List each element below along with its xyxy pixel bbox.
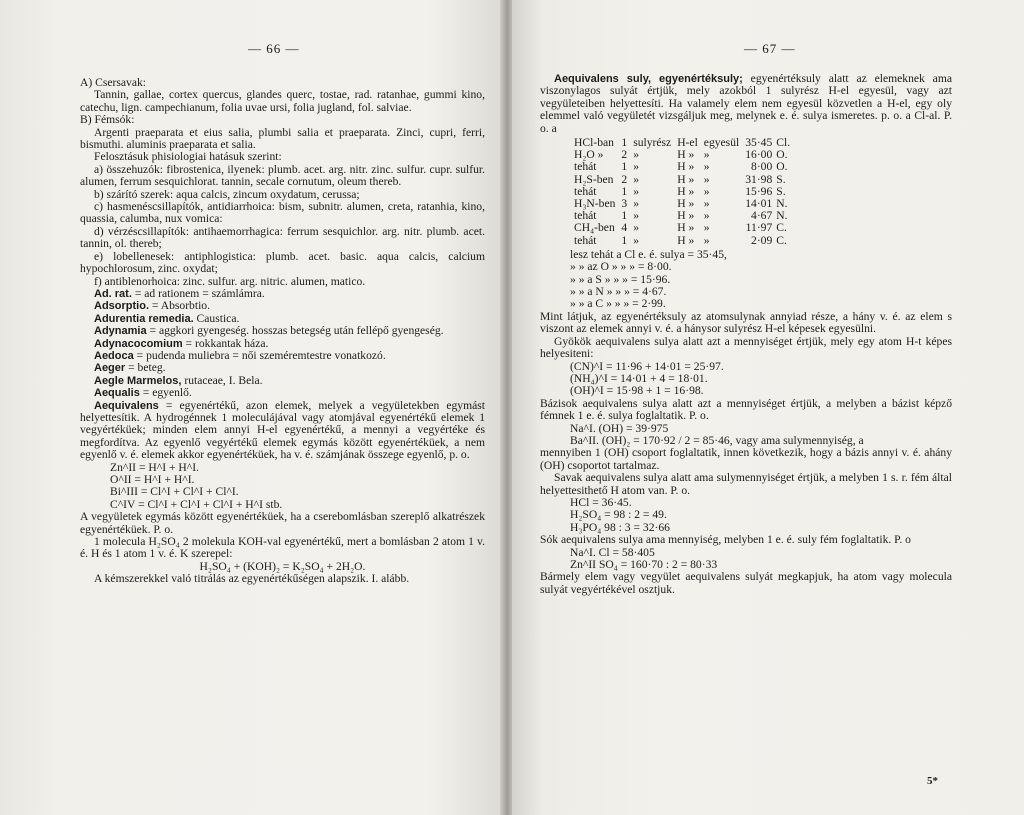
- table-cell: »: [633, 160, 639, 174]
- table-cell: 1: [621, 233, 628, 247]
- entry-separator: =: [128, 361, 135, 375]
- table-cell: C.: [776, 233, 787, 247]
- table-cell: H₂S-ben: [574, 172, 614, 186]
- formula-line: HCl = 36·45.: [570, 495, 632, 509]
- entry-text: rokkantak háza.: [195, 336, 269, 350]
- table-cell: »: [633, 184, 639, 198]
- table-cell: H »: [677, 197, 695, 211]
- table-cell: »: [703, 197, 710, 211]
- table-cell: O.: [776, 160, 788, 174]
- table-cell: H »: [677, 209, 695, 223]
- entry-text: Absorbtio.: [160, 299, 210, 313]
- table-cell: H »: [677, 172, 695, 186]
- entry-term: Aequalis: [94, 387, 140, 400]
- paragraph: A vegyületek egymás között egyenértéküek, ha a cserebomlásban szereplő alkatrészek egyenértéküek. P. o.: [80, 510, 485, 536]
- table-cell: N.: [776, 197, 788, 211]
- page-number-left: — 66 —: [248, 41, 300, 56]
- entry-term: Adynacocomium: [94, 337, 183, 350]
- list-item: f) antiblenorhoica: zinc. sulfur. arg. nitric. alumen, matico.: [94, 274, 366, 288]
- table-cell: »: [703, 148, 710, 162]
- formula-line: H₂SO₄ = 98 : 2 = 49.: [570, 508, 667, 522]
- table-cell: H-el: [677, 136, 698, 150]
- right-column: [540, 73, 952, 596]
- list-item: c) hasmenéscsillapítók, antidiarrhoica: bism, subnitr. alumen, creta, ratanhia, kino, quassia, calumba, nux vomica:: [80, 200, 485, 226]
- table-cell: 2·09: [751, 233, 773, 247]
- entry-separator: =: [142, 386, 150, 400]
- table-cell: tehát: [574, 160, 597, 174]
- entry-term: Aedoca: [94, 349, 134, 362]
- table-cell: 15·96: [745, 184, 773, 198]
- table-row: [574, 222, 796, 234]
- sulya-line: lesz tehát a Cl e. é. sulya = 35·45,: [570, 247, 727, 261]
- entry-separator: =: [165, 398, 173, 412]
- entry-text: Caustica.: [196, 311, 240, 325]
- table-cell: tehát: [574, 184, 597, 198]
- table-cell: 16·00: [745, 148, 773, 162]
- table-cell: 35·45: [745, 136, 773, 150]
- paragraph: Mint látjuk, az egyenértéksuly az atomsulynak annyiad része, a hány v. é. az elem s viszont az elemek annyi v. é. a hánysor sulyrész H-el képesek egyesülni.: [540, 309, 952, 336]
- entry-term: Aequivalens suly, egyenértéksuly;: [554, 73, 743, 85]
- formula-line: Zn^II SO₄ = 160·70 : 2 = 80·33: [570, 558, 718, 572]
- formula-line: (OH)^I = 15·98 + 1 = 16·98.: [570, 384, 704, 398]
- table-cell: »: [703, 233, 710, 247]
- left-column: [80, 77, 485, 586]
- table-row: [574, 235, 796, 247]
- entry-term: Aegle Marmelos,: [94, 374, 182, 387]
- entry-term: Ad. rat.: [94, 287, 132, 300]
- sulya-line: » » az O » » » = 8·00.: [570, 260, 672, 274]
- section-heading-b: B) Fémsók:: [80, 113, 135, 127]
- table-cell: S.: [776, 172, 786, 186]
- table-cell: H₃N-ben: [574, 197, 616, 211]
- entry-term: Adynamia: [94, 325, 147, 338]
- paragraph: Argenti praeparata et eius salia, plumbi salia et praeparata. Zinci, cupri, ferri, bismuthi. aluminis praeparata et salia.: [80, 125, 485, 152]
- entry-text: pudenda muliebra = női szeméremtestre vonatkozó.: [146, 348, 386, 362]
- dictionary-entry: [80, 325, 485, 337]
- equivalence-table: [574, 137, 796, 247]
- table-row: [574, 174, 796, 186]
- table-cell: CH₄-ben: [574, 221, 615, 235]
- table-cell: »: [703, 172, 710, 186]
- entry-term: Aequivalens: [94, 399, 159, 412]
- entry-text: ad rationem = számlámra.: [144, 286, 265, 300]
- table-cell: 2: [621, 148, 628, 162]
- table-cell: Cl.: [776, 136, 791, 150]
- table-cell: H »: [677, 160, 695, 174]
- dictionary-entry: [80, 288, 485, 300]
- table-cell: 1: [621, 160, 628, 174]
- table-cell: 14·01: [745, 197, 773, 211]
- sulya-line: » » a S » » » = 15·96.: [570, 272, 671, 286]
- entry-text: rutaceae, I. Bela.: [184, 373, 263, 387]
- table-cell: 11·97: [745, 221, 773, 235]
- formula-line: O^II = H^I + H^I.: [110, 473, 195, 486]
- table-cell: tehát: [574, 209, 597, 223]
- table-cell: »: [633, 148, 639, 162]
- table-cell: H »: [677, 184, 695, 198]
- dictionary-entry: [540, 73, 952, 135]
- table-cell: »: [633, 197, 639, 211]
- paragraph: mennyiben 1 (OH) csoport foglaltatik, innen következik, hogy a bázis annyi v. é. ahány (OH) csoportot tartalmaz.: [540, 446, 952, 472]
- entry-term: Adurentia remedia.: [94, 312, 194, 325]
- sulya-line: » » a C » » » = 2·99.: [570, 297, 666, 311]
- paragraph: Gyökök aequivalens sulya alatt azt a mennyiséget értjük, mely egy atom H-t képes helyesiteni:: [540, 334, 952, 361]
- entry-separator: =: [151, 299, 159, 313]
- table-cell: H »: [677, 148, 695, 162]
- paragraph: Sók aequivalens sulya ama mennyiség, melyben 1 e. é. suly fém foglaltatik. P. o: [540, 533, 911, 547]
- table-cell: sulyrész: [633, 136, 672, 150]
- section-heading-a: A) Csersavak:: [80, 76, 147, 89]
- list-item: b) szárító szerek: aqua calcis, zincum oxydatum, cerussa;: [94, 187, 360, 201]
- table-cell: H₂O »: [574, 148, 604, 162]
- table-cell: H »: [677, 233, 695, 247]
- table-cell: »: [633, 221, 639, 235]
- table-cell: »: [703, 160, 710, 174]
- table-cell: 1: [621, 209, 628, 223]
- entry-term: Aeger: [94, 362, 126, 375]
- formula-line: Bi^III = Cl^I + Cl^I + Cl^I.: [110, 485, 239, 499]
- table-cell: O.: [776, 148, 788, 162]
- sulya-line: » » a N » » » = 4·67.: [570, 285, 667, 299]
- formula-line: Zn^II = H^I + H^I.: [110, 460, 199, 474]
- left-page: [0, 0, 505, 815]
- table-cell: »: [703, 209, 710, 223]
- table-cell: 8·00: [751, 160, 773, 174]
- formula-line: Ba^II. (OH)₂ = 170·92 / 2 = 85·46, vagy ama sulymennyiség, a: [570, 433, 864, 447]
- list-item: e) lobellenesek: antiphlogistica: plumb. acet. basic. aqua calcis, calcium hypochlorosum, zinc. oxydat;: [80, 249, 485, 276]
- signature-mark: 5*: [927, 775, 938, 787]
- table-cell: N.: [776, 209, 788, 223]
- paragraph: 1 molecula H₂SO₄ 2 molekula KOH-val egyenértékű, mert a bomlásban 2 atom 1 v. é. H és 1 atom 1 v. é. K szerepel:: [80, 535, 485, 561]
- reaction-equation: H₂SO₄ + (KOH)₂ = K₂SO₄ + 2H₂O.: [199, 559, 366, 573]
- paragraph: A kémszerekkel való titrálás az egyenértékűségen alapszik. I. alább.: [94, 572, 410, 586]
- entry-text: egyenértékű, azon elemek, melyek a vegyületekben egymást helyettesítik. A hydrogénnek 1 moleculájával vagy atomjával egyenértékű elemek 1 vegyértéküek; minden elem annyi H-el egyenértékű, a mennyi a vegyértéke és megfordítva. Az egyenlő vegyértékű elemek egymás között egyenértéküek, a nem egyenlő v. é. elemek akkor egyenértéküek, ha v. é. számjának összege egyenlő, p. o.: [80, 398, 485, 462]
- list-item: d) vérzéscsillapítók: antihaemorrhagica: ferrum sesquichlor. arg. nitr. plumb. acet. tannin, ol. thereb;: [80, 224, 485, 251]
- table-cell: »: [633, 209, 639, 223]
- entry-text: egyenértéksuly alatt az elemeknek ama viszonylagos sulyát értjük, mely azokból 1 sulyrész H-el egyesül, vagy azt vegyületeiben helyettesíti. Ha valamely elem nem egyesül közvetlen a H-el, egy oly elemmel való vegyületét vizsgáljuk meg, melynek e. é. sulya ismeretes. p. o. a Cl-al. P. o. a: [540, 72, 952, 135]
- table-cell: S.: [776, 184, 786, 198]
- paragraph: Tannin, gallae, cortex quercus, glandes querc, tostae, rad. ratanhae, gummi kino, catechu, lign. campechianum, folia uvae ursi, folia jugland, fol. salviae.: [80, 88, 485, 114]
- entry-text: aggkori gyengeség. hosszas betegség után fellépő gyengeség.: [158, 324, 444, 338]
- entry-term: Adsorptio.: [94, 300, 149, 313]
- table-cell: egyesül: [703, 136, 740, 150]
- paragraph: Bázisok aequivalens sulya alatt azt a mennyiséget értjük, a melyben a bázist képző fémnek 1 e. é. sulya foglaltatik. P. o.: [540, 396, 952, 423]
- table-cell: 3: [621, 197, 628, 211]
- table-cell: C.: [776, 221, 787, 235]
- table-cell: »: [703, 221, 710, 235]
- table-cell: H »: [677, 221, 695, 235]
- dictionary-entry: [80, 400, 485, 462]
- table-cell: 31·98: [745, 172, 773, 186]
- table-cell: tehát: [574, 233, 597, 247]
- table-cell: »: [633, 233, 639, 247]
- formula-line: H₃PO₄ 98 : 3 = 32·66: [570, 520, 670, 534]
- entry-separator: =: [134, 286, 142, 300]
- table-cell: HCl-ban: [574, 136, 614, 150]
- table-cell: 1: [621, 136, 628, 150]
- table-cell: 2: [621, 172, 628, 186]
- list-item: a) összehuzók: fibrostenica, ilyenek: plumb. acet. arg. nitr. zinc. sulfur. cupr. sulfur. alumen, ferrum sesquichlorat. tannin, secale cornutum, oleum thereb.: [80, 162, 485, 189]
- formula-line: Na^I. (OH) = 39·975: [570, 421, 669, 435]
- entry-separator: =: [136, 348, 144, 362]
- table-cell: »: [703, 184, 710, 198]
- dictionary-entry: [80, 300, 485, 312]
- formula-line: (CN)^I = 11·96 + 14·01 = 25·97.: [570, 359, 724, 373]
- entry-text: egyenlő.: [152, 386, 192, 400]
- table-cell: 1: [621, 184, 628, 198]
- entry-text: beteg.: [137, 361, 166, 375]
- table-cell: »: [633, 172, 639, 186]
- table-cell: 4·67: [751, 209, 773, 223]
- formula-line: Na^I. Cl = 58·405: [570, 545, 655, 559]
- dictionary-entry: [80, 362, 485, 374]
- formula-line: (NH₄)^I = 14·01 + 4 = 18·01.: [570, 371, 708, 385]
- paragraph: Savak aequivalens sulya alatt ama sulymennyiséget értjük, a melyben 1 s. r. fém által helyettesithető H atom van. P. o.: [540, 471, 952, 497]
- entry-separator: =: [149, 324, 157, 338]
- paragraph: Felosztásuk phisiologiai hatásuk szerint:: [94, 150, 282, 164]
- formula-line: C^IV = Cl^I + Cl^I + Cl^I + H^I stb.: [110, 497, 283, 511]
- paragraph: Bármely elem vagy vegyület aequivalens sulyát megkapjuk, ha atom vagy molecula sulyát vegyértékével osztjuk.: [540, 570, 952, 596]
- entry-separator: =: [185, 336, 193, 350]
- page-number-right: — 67 —: [744, 41, 796, 56]
- table-row: [574, 161, 796, 173]
- table-cell: 4: [621, 221, 628, 235]
